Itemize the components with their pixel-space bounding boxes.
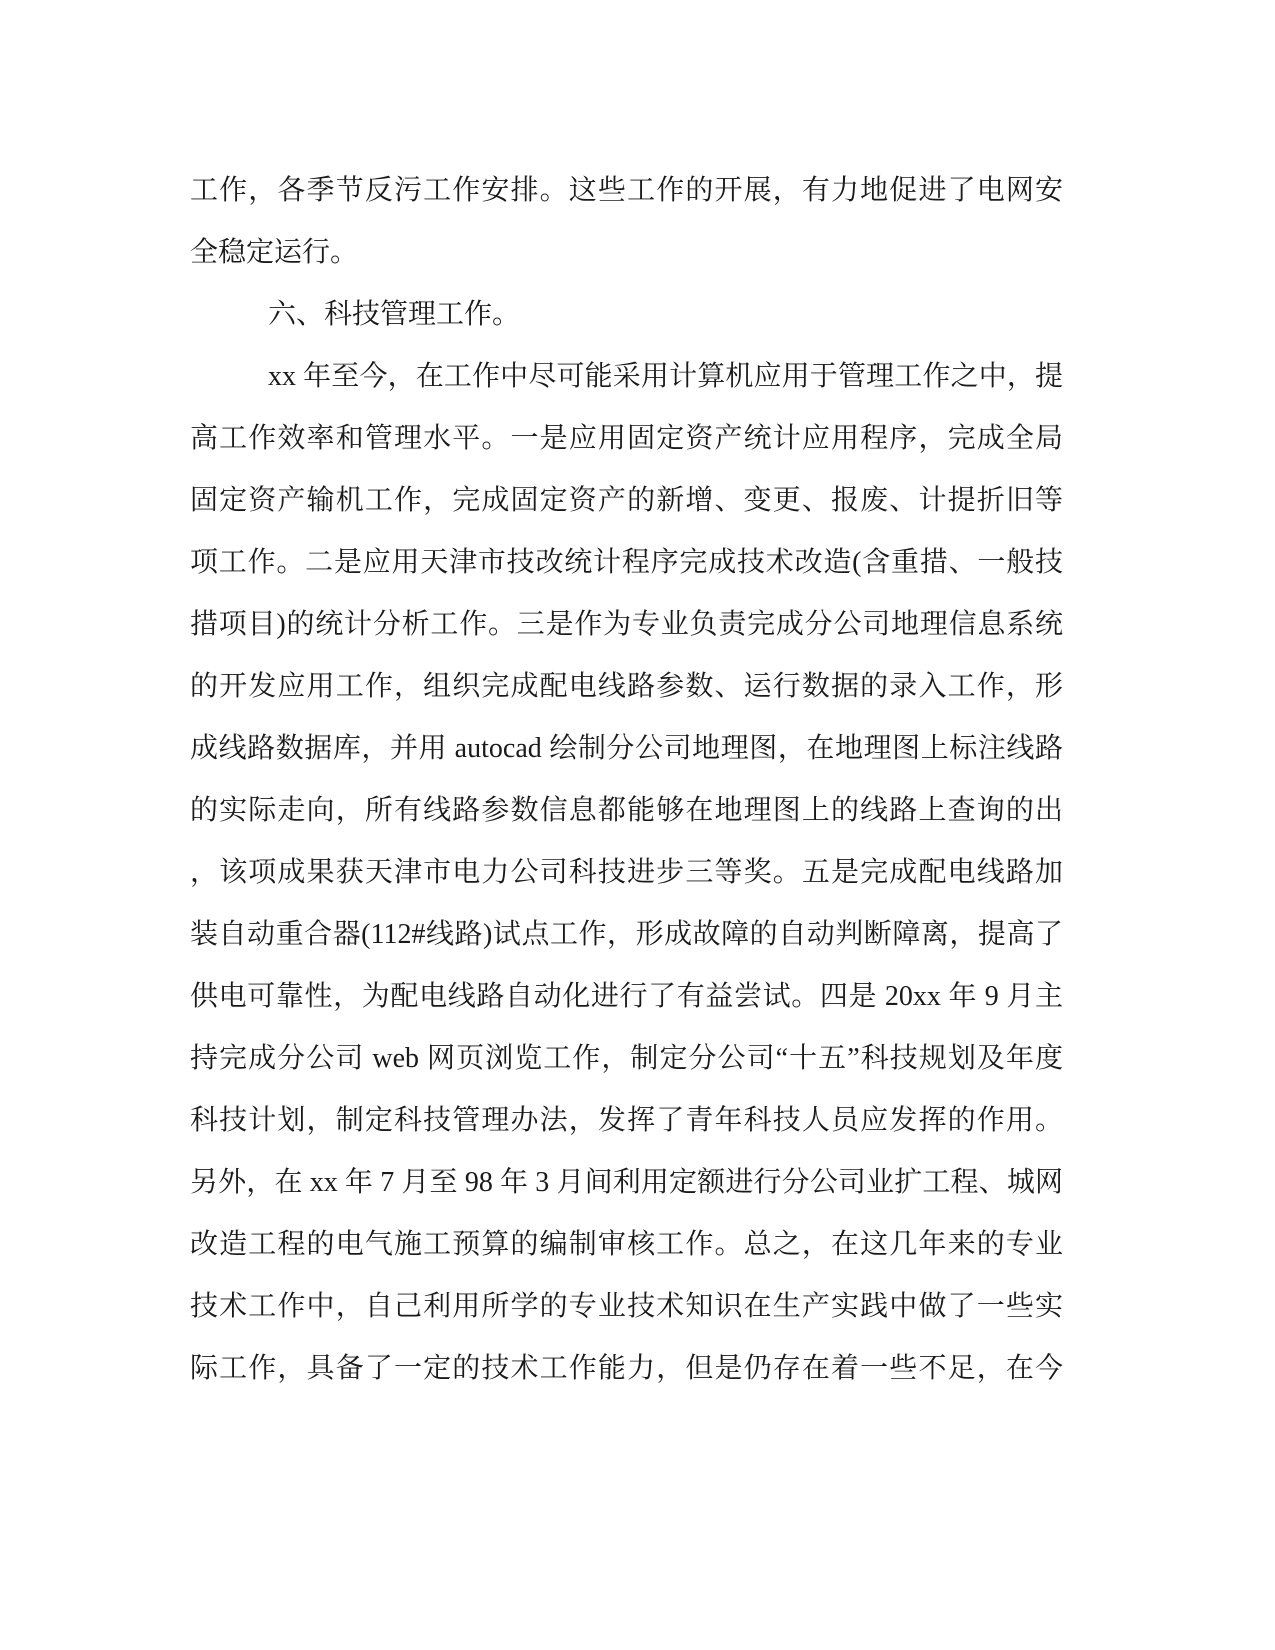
text-line: xx 年至今，在工作中尽可能采用计算机应用于管理工作之中，提 [268,361,1063,392]
text-line: 措项目)的统计分析工作。三是作为专业负责完成分公司地理信息系统 [190,609,1063,640]
text-line: 全稳定运行。 [190,237,359,268]
text-line: 改造工程的电气施工预算的编制审核工作。总之，在这几年来的专业 [190,1229,1063,1260]
text-line: 成线路数据库，并用 autocad 绘制分公司地理图，在地理图上标注线路 [190,733,1063,764]
text-line: 另外，在 xx 年 7 月至 98 年 3 月间利用定额进行分公司业扩工程、城网 [190,1167,1063,1198]
text-line: 工作，各季节反污工作安排。这些工作的开展，有力地促进了电网安 [190,175,1063,206]
text-line: 项工作。二是应用天津市技改统计程序完成技术改造(含重措、一般技 [190,547,1063,578]
text-line: 六、科技管理工作。 [268,299,521,330]
text-line: 的开发应用工作，组织完成配电线路参数、运行数据的录入工作，形 [190,671,1063,702]
text-line: 持完成分公司 web 网页浏览工作，制定分公司“十五”科技规划及年度 [190,1043,1063,1074]
text-line: 际工作，具备了一定的技术工作能力，但是仍存在着一些不足，在今 [190,1353,1063,1384]
text-line: 固定资产输机工作，完成固定资产的新增、变更、报废、计提折旧等 [190,485,1063,516]
text-line: 科技计划，制定科技管理办法，发挥了青年科技人员应发挥的作用。 [190,1105,1063,1136]
text-line: 高工作效率和管理水平。一是应用固定资产统计应用程序，完成全局 [190,423,1063,454]
document-body [190,160,1063,1400]
text-line: ，该项成果获天津市电力公司科技进步三等奖。五是完成配电线路加 [190,857,1063,888]
text-line: 供电可靠性，为配电线路自动化进行了有益尝试。四是 20xx 年 9 月主 [190,981,1063,1012]
text-line: 装自动重合器(112#线路)试点工作，形成故障的自动判断障离，提高了 [190,919,1063,950]
text-line: 技术工作中，自己利用所学的专业技术知识在生产实践中做了一些实 [190,1291,1063,1322]
text-line: 的实际走向，所有线路参数信息都能够在地理图上的线路上查询的出 [190,795,1063,826]
